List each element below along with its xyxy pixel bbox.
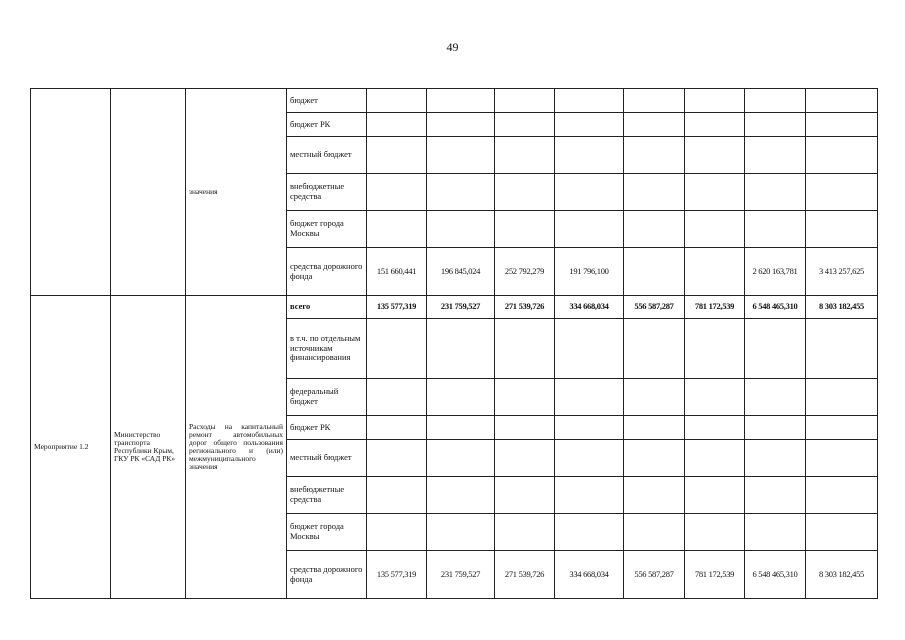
value-cell <box>685 89 745 113</box>
value-cell <box>806 440 878 477</box>
value-cell: 781 172,539 <box>685 296 745 319</box>
value-cell: 8 303 182,455 <box>806 551 878 599</box>
value-cell <box>745 514 806 551</box>
value-cell <box>745 416 806 440</box>
measure-label: Мероприятие 1.2 <box>34 442 89 452</box>
value-cell: 781 172,539 <box>685 551 745 599</box>
value-cell <box>555 440 624 477</box>
value-cell <box>367 416 427 440</box>
value-cell <box>685 137 745 174</box>
value-cell <box>427 89 495 113</box>
source-cell: бюджет <box>287 89 367 113</box>
value-cell <box>367 319 427 379</box>
value-cell <box>624 514 685 551</box>
value-cell <box>367 440 427 477</box>
value-cell <box>806 319 878 379</box>
value-cell <box>555 174 624 211</box>
source-cell: бюджет города Москвы <box>287 514 367 551</box>
value-cell <box>624 137 685 174</box>
value-cell: 252 792,279 <box>495 248 555 296</box>
value-cell <box>427 211 495 248</box>
description-tail: значения <box>189 187 218 197</box>
value-cell <box>555 211 624 248</box>
value-cell <box>427 440 495 477</box>
table-row <box>31 296 878 319</box>
source-cell: внебюджетные средства <box>287 477 367 514</box>
source-cell: всего <box>287 296 367 319</box>
value-cell: 135 577,319 <box>367 296 427 319</box>
source-cell: федеральный бюджет <box>287 379 367 416</box>
description-cell <box>186 89 287 296</box>
value-cell <box>745 211 806 248</box>
value-cell <box>427 379 495 416</box>
value-cell <box>555 416 624 440</box>
value-cell <box>624 440 685 477</box>
source-cell: бюджет РК <box>287 113 367 137</box>
value-cell <box>495 514 555 551</box>
value-cell <box>555 514 624 551</box>
value-cell <box>745 440 806 477</box>
value-cell: 8 303 182,455 <box>806 296 878 319</box>
value-cell <box>495 137 555 174</box>
value-cell: 231 759,527 <box>427 551 495 599</box>
value-cell <box>806 416 878 440</box>
value-cell <box>685 174 745 211</box>
value-cell <box>367 174 427 211</box>
value-cell <box>555 113 624 137</box>
table-row <box>31 89 878 113</box>
source-cell: бюджет города Москвы <box>287 211 367 248</box>
value-cell: 271 539,726 <box>495 296 555 319</box>
source-cell: местный бюджет <box>287 137 367 174</box>
value-cell <box>745 89 806 113</box>
value-cell <box>806 174 878 211</box>
source-cell: бюджет РК <box>287 416 367 440</box>
value-cell <box>427 416 495 440</box>
value-cell <box>685 379 745 416</box>
value-cell: 231 759,527 <box>427 296 495 319</box>
value-cell <box>495 89 555 113</box>
value-cell: 556 587,287 <box>624 296 685 319</box>
value-cell: 271 539,726 <box>495 551 555 599</box>
value-cell <box>685 477 745 514</box>
value-cell <box>745 113 806 137</box>
value-cell <box>624 477 685 514</box>
value-cell <box>624 174 685 211</box>
value-cell <box>624 89 685 113</box>
measure-cell <box>31 89 111 296</box>
source-cell: в т.ч. по отдельным источникам финансирования <box>287 319 367 379</box>
value-cell <box>367 137 427 174</box>
value-cell: 334 668,034 <box>555 551 624 599</box>
value-cell <box>806 477 878 514</box>
value-cell <box>555 137 624 174</box>
value-cell: 2 620 163,781 <box>745 248 806 296</box>
value-cell <box>806 89 878 113</box>
value-cell <box>367 514 427 551</box>
executor-cell <box>111 296 186 599</box>
value-cell <box>745 477 806 514</box>
value-cell <box>555 319 624 379</box>
value-cell <box>555 477 624 514</box>
value-cell: 556 587,287 <box>624 551 685 599</box>
value-cell <box>427 174 495 211</box>
value-cell <box>624 211 685 248</box>
value-cell <box>367 477 427 514</box>
value-cell <box>624 113 685 137</box>
value-cell: 135 577,319 <box>367 551 427 599</box>
value-cell <box>624 248 685 296</box>
value-cell <box>685 113 745 137</box>
value-cell <box>685 440 745 477</box>
value-cell: 3 413 257,625 <box>806 248 878 296</box>
value-cell <box>806 113 878 137</box>
value-cell <box>555 89 624 113</box>
value-cell <box>624 319 685 379</box>
value-cell <box>495 113 555 137</box>
value-cell <box>367 211 427 248</box>
budget-table <box>30 88 878 599</box>
value-cell <box>555 379 624 416</box>
value-cell <box>745 319 806 379</box>
source-cell: средства дорожного фонда <box>287 248 367 296</box>
value-cell: 191 796,100 <box>555 248 624 296</box>
value-cell: 334 668,034 <box>555 296 624 319</box>
value-cell <box>495 416 555 440</box>
value-cell <box>495 174 555 211</box>
source-cell: местный бюджет <box>287 440 367 477</box>
value-cell <box>427 514 495 551</box>
value-cell <box>427 477 495 514</box>
value-cell <box>367 89 427 113</box>
value-cell <box>685 514 745 551</box>
value-cell <box>367 379 427 416</box>
value-cell <box>624 379 685 416</box>
source-cell: внебюджетные средства <box>287 174 367 211</box>
value-cell <box>495 477 555 514</box>
value-cell <box>806 137 878 174</box>
value-cell <box>745 379 806 416</box>
value-cell: 6 548 465,310 <box>745 551 806 599</box>
value-cell <box>806 211 878 248</box>
value-cell <box>745 137 806 174</box>
value-cell <box>427 137 495 174</box>
page-number: 49 <box>446 40 459 54</box>
source-cell: средства дорожного фонда <box>287 551 367 599</box>
value-cell <box>624 416 685 440</box>
value-cell <box>495 211 555 248</box>
value-cell <box>495 440 555 477</box>
value-cell <box>495 319 555 379</box>
description-label: Расходы на капитальный ремонт автомобильных дорог общего пользования регионального и (или) межмуниципального значения <box>189 422 283 471</box>
measure-cell <box>31 296 111 599</box>
value-cell: 151 660,441 <box>367 248 427 296</box>
value-cell <box>685 319 745 379</box>
executor-cell <box>111 89 186 296</box>
value-cell <box>427 113 495 137</box>
value-cell <box>685 248 745 296</box>
description-cell <box>186 296 287 599</box>
executor-label: Министерство транспорта Республики Крым, ГКУ РК «САД РК» <box>114 430 176 463</box>
value-cell <box>685 416 745 440</box>
value-cell <box>367 113 427 137</box>
value-cell <box>495 379 555 416</box>
value-cell: 196 845,024 <box>427 248 495 296</box>
value-cell: 6 548 465,310 <box>745 296 806 319</box>
value-cell <box>685 211 745 248</box>
value-cell <box>806 379 878 416</box>
value-cell <box>745 174 806 211</box>
value-cell <box>427 319 495 379</box>
value-cell <box>806 514 878 551</box>
